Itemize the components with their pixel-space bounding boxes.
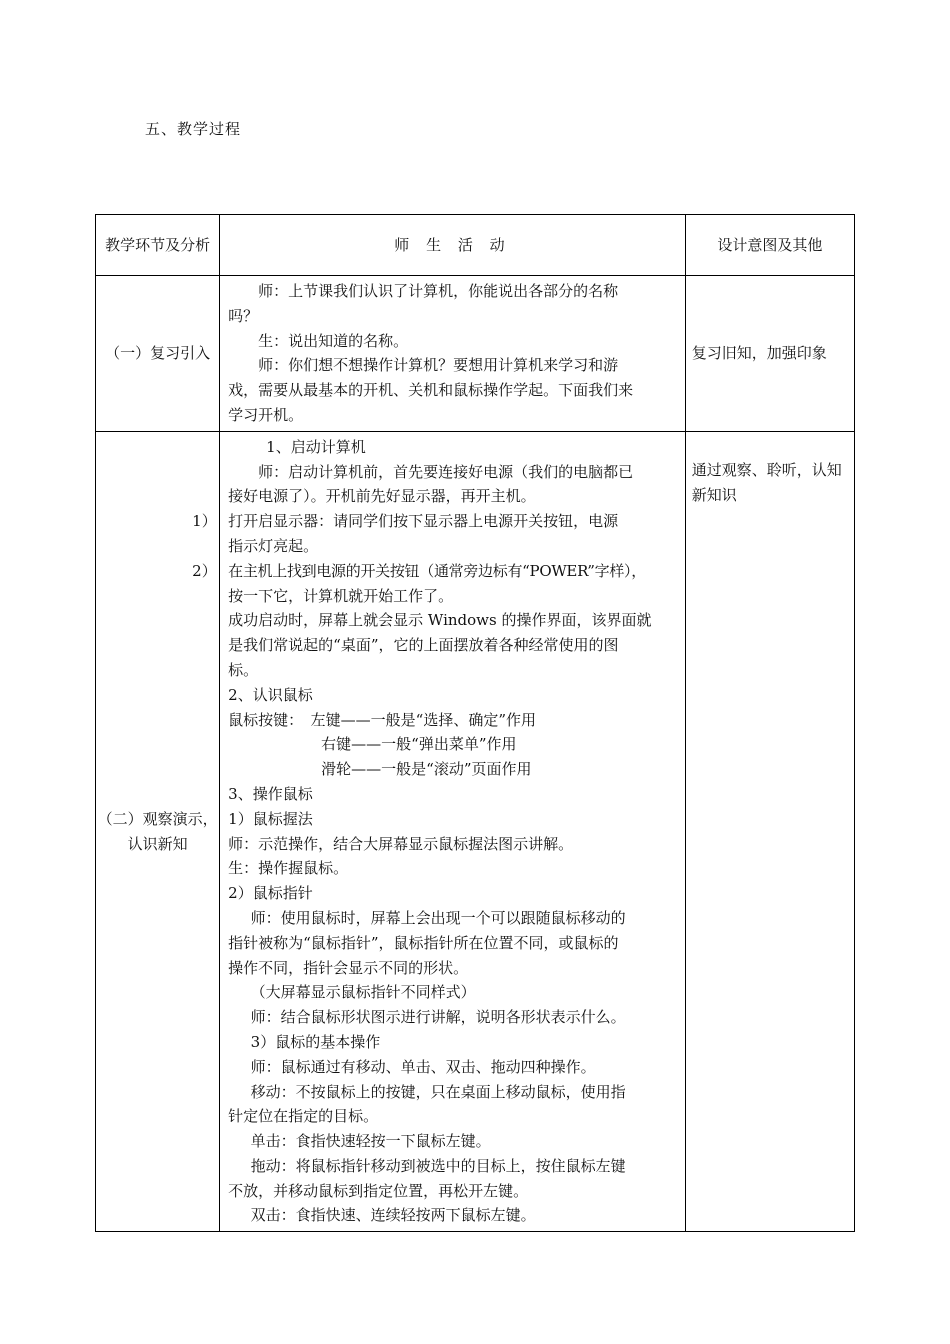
- activity-line: 是我们常说起的“桌面”，它的上面摆放着各种经常使用的图: [228, 636, 619, 655]
- activity-cell: [192, 431, 686, 1232]
- activity-line: 戏，需要从最基本的开机、关机和鼠标操作学起。下面我们来: [228, 381, 634, 400]
- step-text: 打开启显示器：请同学们按下显示器上电源开关按钮，电源: [228, 512, 619, 531]
- activity-line: 师：结合鼠标形状图示进行讲解，说明各形状表示什么。: [250, 1008, 626, 1027]
- activity-line: 吗？: [228, 306, 259, 325]
- table-row: [96, 276, 855, 432]
- step-number: 1）: [192, 512, 217, 531]
- header-stage: 教学环节及分析: [96, 215, 220, 276]
- design-note-cell: 通过观察、聆听，认知新知识: [685, 431, 854, 1232]
- activity-line: [192, 509, 679, 534]
- design-note-cell: 复习旧知，加强印象: [685, 276, 854, 432]
- activity-line: 接好电源了）。开机前先好显示器，再开主机。: [228, 487, 536, 506]
- activity-line: 按一下它，计算机就开始工作了。: [228, 586, 454, 605]
- activity-line: 师：启动计算机前，首先要连接好电源（我们的电脑都已: [258, 462, 634, 481]
- activity-line: 学习开机。: [228, 405, 304, 424]
- activity-line: 操作不同，指针会显示不同的形状。: [228, 958, 469, 977]
- activity-heading: 3、操作鼠标: [228, 784, 313, 803]
- stage-cell: （一）复习引入: [96, 276, 220, 432]
- activity-line: 指示灯亮起。: [228, 536, 319, 555]
- activity-line: 生：操作握鼠标。: [228, 859, 349, 878]
- teaching-process-table: [95, 214, 855, 1232]
- table-header-row: [96, 215, 855, 276]
- activity-line: 双击：食指快速、连续轻按两下鼠标左键。: [250, 1206, 536, 1225]
- activity-line: 成功启动时，屏幕上就会显示 Windows 的操作界面，该界面就: [228, 611, 652, 630]
- activity-line: 指针被称为“鼠标指针”，鼠标指针所在位置不同，或鼠标的: [228, 933, 619, 952]
- step-text: 在主机上找到电源的开关按钮（通常旁边标有“POWER”字样），: [228, 561, 646, 580]
- activity-line: 师：示范操作，结合大屏幕显示鼠标握法图示讲解。: [228, 834, 574, 853]
- activity-line: （大屏幕显示鼠标指针不同样式）: [250, 983, 476, 1002]
- activity-subheading: 1）鼠标握法: [228, 809, 313, 828]
- activity-cell: [220, 276, 686, 432]
- stage-cell: （二）观察演示，认识新知: [96, 431, 220, 1232]
- activity-heading: 2、认识鼠标: [228, 685, 313, 704]
- activity-line: 标。: [228, 660, 259, 679]
- activity-line: 拖动：将鼠标指针移动到被选中的目标上，按住鼠标左键: [250, 1156, 626, 1175]
- activity-subheading: 2）鼠标指针: [228, 884, 313, 903]
- activity-line: 针定位在指定的目标。: [228, 1107, 379, 1126]
- activity-heading: 1、启动计算机: [266, 437, 366, 456]
- section-title: 五、教学过程: [145, 120, 242, 138]
- activity-line: 师：使用鼠标时，屏幕上会出现一个可以跟随鼠标移动的: [250, 908, 626, 927]
- table-row: [96, 431, 855, 1232]
- header-activity: 师 生 活 动: [220, 215, 686, 276]
- activity-line: 移动：不按鼠标上的按键，只在桌面上移动鼠标，使用指: [250, 1082, 626, 1101]
- step-number: 2）: [192, 561, 217, 580]
- activity-line: 师：鼠标通过有移动、单击、双击、拖动四种操作。: [250, 1057, 596, 1076]
- activity-line: 滑轮——一般是“滚动”页面作用: [321, 760, 532, 779]
- header-design: 设计意图及其他: [685, 215, 854, 276]
- activity-line: [192, 559, 679, 584]
- activity-subheading: 3）鼠标的基本操作: [250, 1032, 381, 1051]
- activity-line: 单击：食指快速轻按一下鼠标左键。: [250, 1132, 491, 1151]
- activity-line: 右键——一般“弹出菜单”作用: [321, 735, 517, 754]
- activity-line: 师：你们想不想操作计算机？要想用计算机来学习和游: [258, 356, 619, 375]
- activity-line: 师：上节课我们认识了计算机，你能说出各部分的名称: [258, 282, 619, 300]
- activity-line: 鼠标按键： 左键——一般是“选择、确定”作用: [228, 710, 536, 729]
- activity-line: 生：说出知道的名称。: [258, 331, 409, 350]
- activity-line: 不放，并移动鼠标到指定位置，再松开左键。: [228, 1181, 529, 1200]
